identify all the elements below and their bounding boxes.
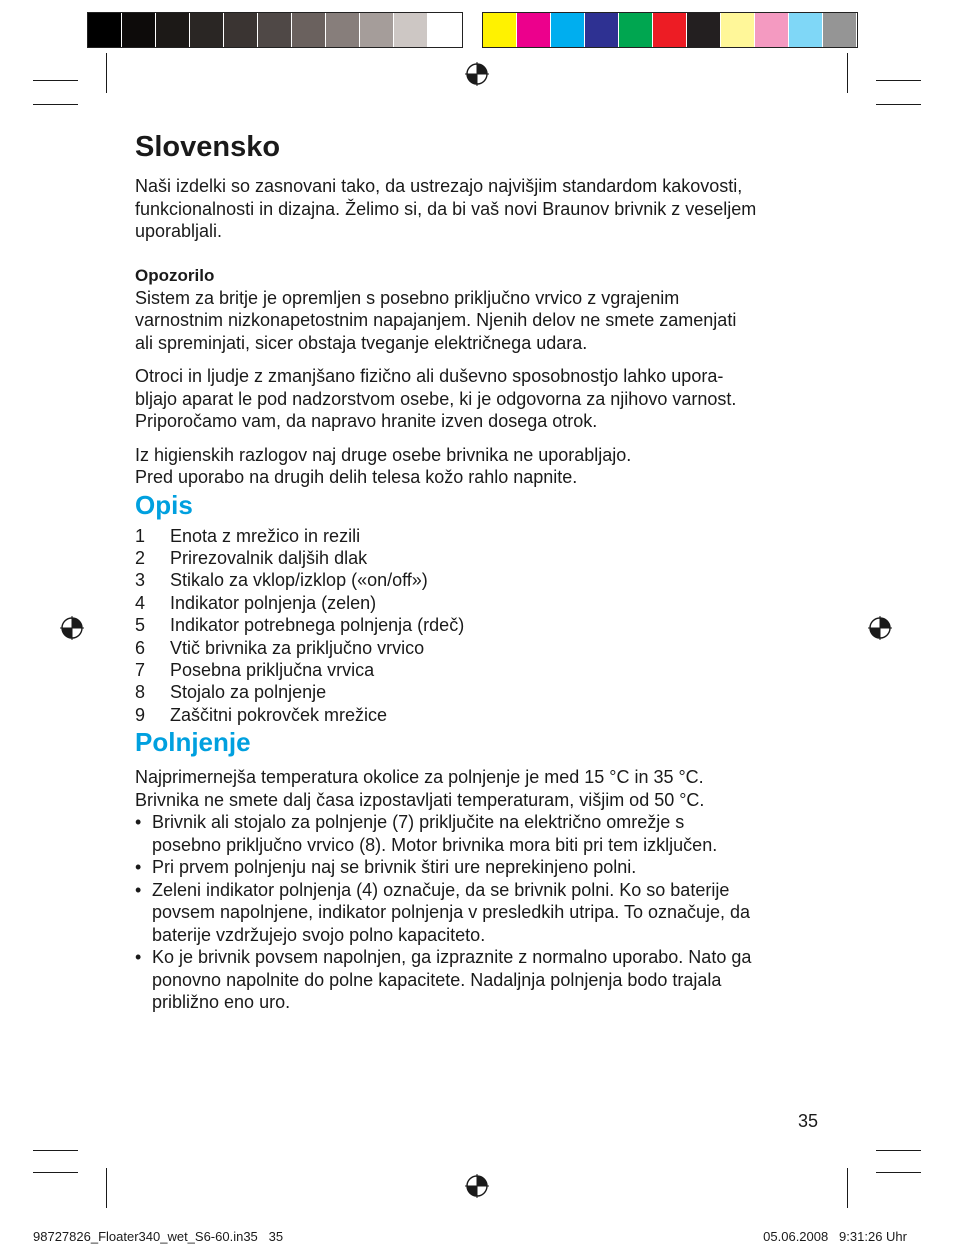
item-text: Prirezovalnik daljših dlak [170, 547, 368, 568]
list-item [135, 525, 825, 547]
print-slug-timestamp: 05.06.2008 9:31:26 Uhr [763, 1229, 907, 1244]
charging-intro: Najprimernejša temperatura okolice za polnjenje je med 15 °C in 35 °C. Brivnika ne smete dalj časa izpostavljati temperaturam, višjim od 50 °C. [135, 767, 705, 810]
bullet-text: Ko je brivnik povsem napolnjen, ga izpraznite z normalno uporabo. Nato ga ponovno napolnite do polne kapacitete. Nadaljnja polnjenja bodo trajala približno eno uro. [152, 947, 752, 1013]
crop-mark [876, 104, 921, 105]
color-swatch [258, 13, 292, 47]
color-swatch [428, 13, 462, 47]
crop-mark [33, 104, 78, 105]
color-swatch [755, 13, 789, 47]
crop-mark [106, 53, 107, 93]
item-text: Vtič brivnika za priključno vrvico [170, 637, 425, 658]
list-item [135, 659, 825, 681]
process-color-bar [482, 12, 858, 48]
color-swatch [326, 13, 360, 47]
item-number: 5 [135, 615, 146, 636]
list-item [135, 811, 825, 856]
item-number: 7 [135, 659, 146, 680]
item-number: 6 [135, 637, 146, 658]
bullet: • [135, 947, 142, 968]
item-text: Indikator polnjenja (zelen) [170, 592, 377, 613]
color-swatch [224, 13, 258, 47]
crop-mark [847, 1168, 848, 1208]
color-swatch [360, 13, 394, 47]
color-swatch [585, 13, 619, 47]
item-text: Indikator potrebnega polnjenja (rdeč) [170, 615, 465, 636]
bullet-text: Brivnik ali stojalo za polnjenje (7) priključite na električno omrežje s posebno priključno vrvico (8). Motor brivnika mora biti pri tem izključen. [152, 812, 718, 855]
warning-paragraph: Iz higienskih razlogov naj druge osebe brivnika ne uporabljajo. Pred uporabo na drugih delih telesa kožo rahlo napnite. [135, 444, 632, 487]
bullet: • [135, 812, 142, 833]
item-text: Posebna priključna vrvica [170, 659, 375, 680]
color-swatch [551, 13, 585, 47]
color-swatch [394, 13, 428, 47]
list-item [135, 569, 825, 591]
crop-mark [106, 1168, 107, 1208]
warning-paragraph: Otroci in ljudje z zmanjšano fizično ali duševno sposobnostjo lahko upora- bljajo aparat le pod nadzorstvom osebe, ki je odgovorna za njihovo varnost. Priporočamo vam, da napravo hranite izven dosega otrok. [135, 366, 737, 431]
section-heading-polnjenje: Polnjenje [135, 727, 251, 758]
crop-mark [847, 53, 848, 93]
crop-mark [33, 1172, 78, 1173]
grayscale-color-bar [87, 12, 463, 48]
crop-mark [33, 1150, 78, 1151]
color-swatch [88, 13, 122, 47]
item-text: Stojalo za polnjenje [170, 682, 327, 703]
color-swatch [789, 13, 823, 47]
page-content [135, 130, 825, 1014]
item-number: 8 [135, 682, 146, 703]
item-number: 1 [135, 525, 146, 546]
color-swatch [190, 13, 224, 47]
page-number: 35 [798, 1111, 819, 1131]
item-text: Zaščitni pokrovček mrežice [170, 704, 388, 725]
intro-paragraph: Naši izdelki so zasnovani tako, da ustrezajo najvišjim standardom kakovosti, funkcionalnosti in dizajna. Želimo si, da bi vaš novi Braunov brivnik z veseljem uporabljali. [135, 176, 757, 241]
color-swatch [292, 13, 326, 47]
crop-mark [876, 1172, 921, 1173]
color-swatch [122, 13, 156, 47]
color-swatch [823, 13, 857, 47]
list-item [135, 547, 825, 569]
color-swatch [687, 13, 721, 47]
crop-mark [33, 80, 78, 81]
color-swatch [517, 13, 551, 47]
item-number: 3 [135, 570, 146, 591]
page-title: Slovensko [135, 131, 281, 163]
item-number: 2 [135, 547, 146, 568]
list-item [135, 704, 825, 726]
registration-mark-icon [60, 616, 84, 640]
charging-bullets [135, 811, 825, 1014]
color-swatch [653, 13, 687, 47]
registration-mark-icon [465, 62, 489, 86]
warning-heading: Opozorilo [135, 265, 215, 285]
section-heading-opis: Opis [135, 489, 193, 520]
item-text: Stikalo za vklop/izklop («on/off») [170, 570, 428, 591]
color-swatch [483, 13, 517, 47]
crop-mark [876, 80, 921, 81]
list-item [135, 592, 825, 614]
list-item [135, 946, 825, 1014]
color-swatch [721, 13, 755, 47]
warning-paragraph: Sistem za britje je opremljen s posebno priključno vrvico z vgrajenim varnostnim nizkonapetostnim napajanjem. Njenih delov ne smete zamenjati ali spreminjati, sicer obstaja tveganje električnega udara. [135, 287, 737, 353]
list-item [135, 681, 825, 703]
list-item [135, 614, 825, 636]
item-number: 9 [135, 704, 146, 725]
list-item [135, 879, 825, 947]
item-number: 4 [135, 592, 146, 613]
parts-list [135, 525, 825, 727]
bullet-text: Zeleni indikator polnjenja (4) označuje, da se brivnik polni. Ko so baterije povsem napolnjene, indikator polnjenja v presledkih utripa. To označuje, da baterije vzdržujejo svojo polno kapaciteto. [152, 879, 751, 945]
crop-mark [876, 1150, 921, 1151]
registration-mark-icon [868, 616, 892, 640]
list-item [135, 637, 825, 659]
bullet: • [135, 857, 142, 878]
bullet-text: Pri prvem polnjenju naj se brivnik štiri ure neprekinjeno polni. [152, 857, 637, 878]
item-text: Enota z mrežico in rezili [170, 525, 361, 546]
bullet: • [135, 879, 142, 900]
color-swatch [619, 13, 653, 47]
registration-mark-icon [465, 1174, 489, 1198]
print-slug-filename: 98727826_Floater340_wet_S6-60.in35 35 [33, 1229, 284, 1244]
color-swatch [156, 13, 190, 47]
list-item [135, 856, 825, 879]
